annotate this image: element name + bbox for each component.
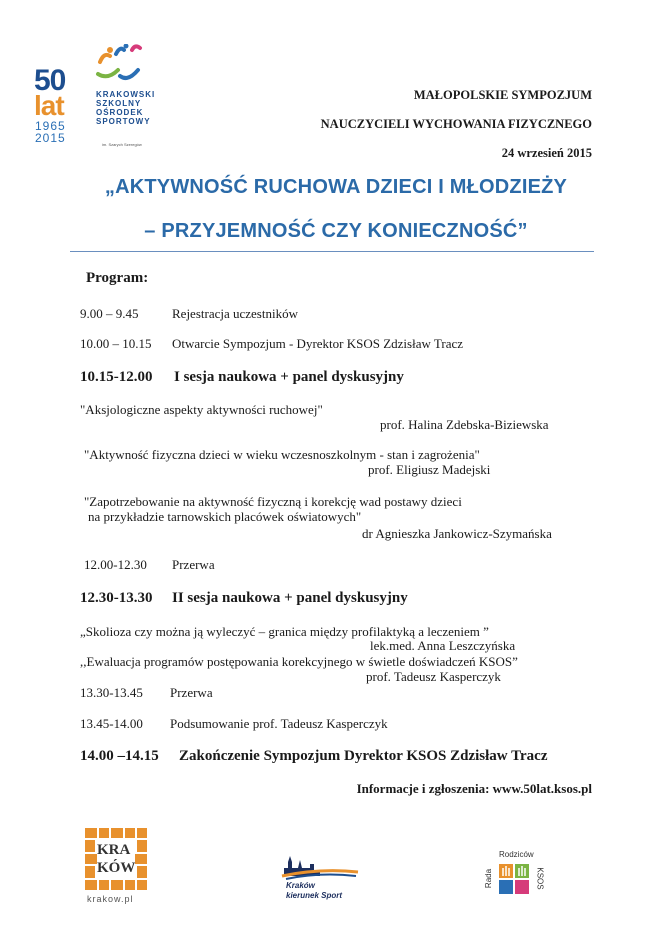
program-label: Program: xyxy=(86,270,149,286)
summary-text: Podsumowanie prof. Tadeusz Kasperczyk xyxy=(170,716,388,731)
ksos-subtitle: im. Szarych Szeregów xyxy=(102,142,142,147)
anniversary-number: 50 xyxy=(34,64,66,97)
break1-time: 12.00-12.30 xyxy=(84,557,147,572)
talk3-title-line1: "Zapotrzebowanie na aktywność fizyczną i korekcję wad postawy dzieci xyxy=(84,494,462,509)
rada-rodzicow-ksos-logo xyxy=(485,850,547,910)
anniversary-word: lat xyxy=(34,90,64,121)
main-title-line2: – PRZYJEMNOŚĆ CZY KONIECZNOŚĆ” xyxy=(144,220,528,242)
registration-time: 9.00 – 9.45 xyxy=(80,306,139,321)
rada-left: Rada xyxy=(484,868,494,889)
symposium-name: MAŁOPOLSKIE SYMPOZJUM xyxy=(413,88,592,102)
break1-text: Przerwa xyxy=(172,557,215,572)
talk5-author: prof. Tadeusz Kasperczyk xyxy=(366,669,501,684)
break2-time: 13.30-13.45 xyxy=(80,685,143,700)
krakow-logo-bottom: KÓW xyxy=(97,860,136,876)
session1-text: I sesja naukowa + panel dyskusyjny xyxy=(174,369,404,385)
session2-time: 12.30-13.30 xyxy=(80,590,153,606)
info-link[interactable]: Informacje i zgłoszenia: www.50lat.ksos.pl xyxy=(356,781,592,796)
krakow-logo xyxy=(83,826,149,906)
hands-icon xyxy=(497,862,533,898)
anniversary-years: 1965 2015 xyxy=(35,119,66,145)
krakow-kierunek-sport-logo xyxy=(280,850,360,904)
talk3-title-line2: na przykładzie tarnowskich placówek oświatowych" xyxy=(88,509,362,524)
ksos-name: KRAKOWSKI SZKOLNY OŚRODEK SPORTOWY xyxy=(96,90,156,126)
closing-text: Zakończenie Sympozjum Dyrektor KSOS Zdzisław Tracz xyxy=(179,748,548,764)
ksos-50-anniversary-logo xyxy=(34,44,154,154)
opening-time: 10.00 – 10.15 xyxy=(80,336,152,351)
symposium-audience: NAUCZYCIELI WYCHOWANIA FIZYCZNEGO xyxy=(320,117,592,131)
registration-text: Rejestracja uczestników xyxy=(172,306,298,321)
krakow-logo-top: KRA xyxy=(97,842,131,858)
closing-time: 14.00 –14.15 xyxy=(80,748,159,764)
talk2-author: prof. Eligiusz Madejski xyxy=(368,462,491,477)
kierunek-line1: Kraków xyxy=(286,881,315,890)
talk4-title: „Skolioza czy można ją wyleczyć – granica między profilaktyką a leczeniem ” xyxy=(80,624,489,639)
kierunek-line2: kierunek Sport xyxy=(286,891,343,900)
talk4-author: lek.med. Anna Leszczyńska xyxy=(370,638,516,653)
session1-time: 10.15-12.00 xyxy=(80,369,153,385)
summary-time: 13.45-14.00 xyxy=(80,716,143,731)
talk1-author: prof. Halina Zdebska-Biziewska xyxy=(380,417,549,432)
talk1-title: "Aksjologiczne aspekty aktywności ruchowej" xyxy=(80,402,323,417)
opening-text: Otwarcie Sympozjum - Dyrektor KSOS Zdzisław Tracz xyxy=(172,336,464,351)
session2-text: II sesja naukowa + panel dyskusyjny xyxy=(172,590,408,606)
title-divider xyxy=(70,251,594,252)
symposium-date: 24 wrzesień 2015 xyxy=(501,146,592,160)
rada-top: Rodziców xyxy=(499,850,534,859)
rada-right: KSOS xyxy=(535,867,545,890)
break2-text: Przerwa xyxy=(170,685,213,700)
main-title-line1: „AKTYWNOŚĆ RUCHOWA DZIECI I MŁODZIEŻY xyxy=(104,176,568,198)
skyline-icon xyxy=(280,850,360,880)
talk3-author: dr Agnieszka Jankowicz-Szymańska xyxy=(362,526,552,541)
talk5-title: ,,Ewaluacja programów postępowania korekcyjnego w świetle doświadczeń KSOS” xyxy=(80,654,518,669)
runners-icon xyxy=(94,44,146,86)
krakow-logo-url: krakow.pl xyxy=(87,894,134,904)
talk2-title: "Aktywność fizyczna dzieci w wieku wczesnoszkolnym - stan i zagrożenia" xyxy=(84,447,480,462)
